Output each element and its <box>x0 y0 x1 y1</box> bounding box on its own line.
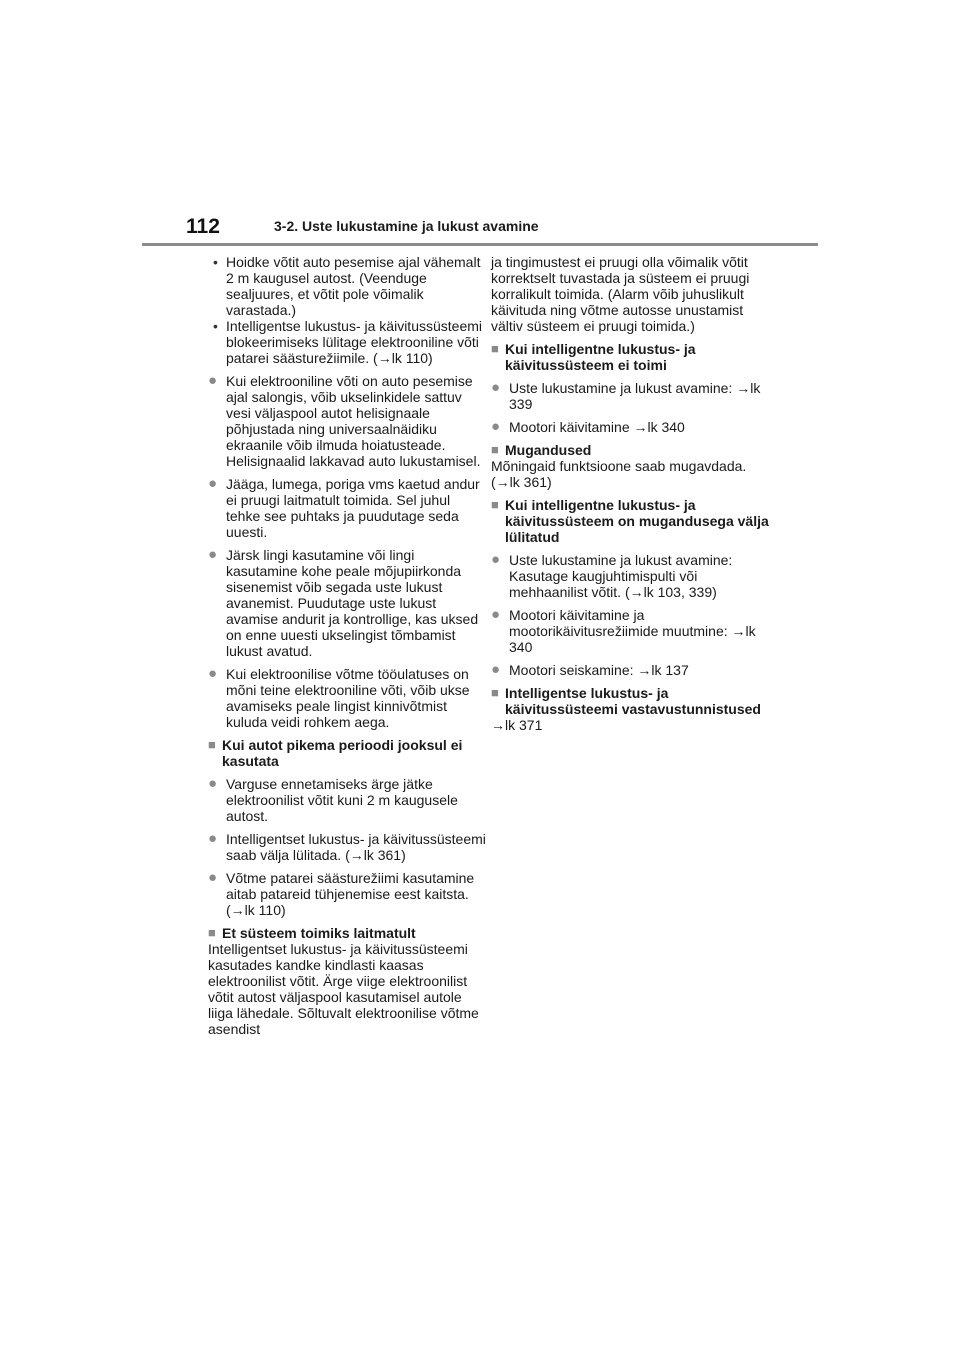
circle-bullet-icon: ● <box>208 475 218 492</box>
circle-bullet-icon: ● <box>208 869 218 886</box>
section-title: 3-2. Uste lukustamine ja lukust avamine <box>274 218 539 234</box>
left-column <box>208 254 488 1044</box>
circle-bullet-icon: ● <box>491 418 501 435</box>
item-text: Intelligentse lukustus- ja käivitussüsteemi vastavustunnistused <box>505 685 761 717</box>
item-text: Kui elektrooniline võti on auto pesemise ajal salongis, võib ukselinkidele sattuv vesi väljaspool autot helisignaale põhjustada ning universaalnäidiku ekraanile võib ilmuda hoiatusteade. Helisignaalid lakkavad auto lukustamisel. <box>226 373 481 469</box>
item-text: Uste lukustamine ja lukust avamine: →lk 339 <box>509 380 761 412</box>
bullet-item <box>491 552 771 600</box>
page-number: 112 <box>186 215 220 238</box>
square-bullet-icon: ■ <box>491 442 499 457</box>
item-text: ja tingimustest ei pruugi olla võimalik võtit korrektselt tuvastada ja süsteem ei pruugi korralikult toimida. (Alarm võib juhuslikult käivituda ning võtme autosse unustamist vältiv süsteem ei pruugi toimida.) <box>491 254 750 334</box>
sub-bullet-item <box>208 254 488 318</box>
bullet-item <box>491 607 771 655</box>
bullet-item <box>208 776 488 824</box>
bullet-item <box>208 666 488 730</box>
item-text: Kui autot pikema perioodi jooksul ei kasutata <box>222 737 463 769</box>
bullet-item <box>208 476 488 540</box>
bullet-item <box>491 380 771 412</box>
circle-bullet-icon: ● <box>491 551 501 568</box>
item-text: Võtme patarei säästurežiimi kasutamine aitab patareid tühjenemise eest kaitsta. (→lk 110) <box>226 870 475 918</box>
circle-bullet-icon: ● <box>208 775 218 792</box>
section-heading <box>208 925 488 941</box>
square-bullet-icon: ■ <box>491 685 499 700</box>
square-bullet-icon: ■ <box>491 341 499 356</box>
square-bullet-icon: ■ <box>491 497 499 512</box>
circle-bullet-icon: ● <box>208 546 218 563</box>
circle-bullet-icon: ● <box>208 372 218 389</box>
item-text: Mootori käivitamine ja mootorikäivitusrežiimide muutmine: →lk 340 <box>509 607 756 655</box>
paragraph <box>491 717 771 733</box>
bullet-item <box>208 373 488 469</box>
item-text: Varguse ennetamiseks ärge jätke elektroonilist võtit kuni 2 m kaugusele autost. <box>226 776 458 824</box>
sub-bullet-item <box>208 318 488 366</box>
bullet-item <box>491 419 771 435</box>
square-bullet-icon: ■ <box>208 737 216 752</box>
circle-bullet-icon: ● <box>491 661 501 678</box>
item-text: Et süsteem toimiks laitmatult <box>222 925 416 941</box>
item-text: Intelligentse lukustus- ja käivitussüsteemi blokeerimiseks lülitage elektrooniline võti patarei säästurežiimile. (→lk 110) <box>226 318 483 366</box>
item-text: Intelligentset lukustus- ja käivitussüsteemi kasutades kandke kindlasti kaasas elektroonilist võtit. Ärge viige elektroonilist võtit autost väljaspool kasutamisel autole liiga lähedale. Sõltuvalt elektroonilise võtme asendist <box>208 941 479 1037</box>
bullet-item <box>208 870 488 918</box>
paragraph <box>208 941 488 1037</box>
right-column <box>491 254 771 740</box>
header-divider <box>142 243 818 246</box>
item-text: Järsk lingi kasutamine või lingi kasutamine kohe peale mõjupiirkonda sisenemist võib segada uste lukust avanemist. Puudutage uste lukust avamise andurit ja kontrollige, kas uksed on enne uuesti ukselingist tõmbamist lukust avatud. <box>226 547 479 659</box>
section-heading <box>208 737 488 769</box>
section-heading <box>491 442 771 458</box>
bullet-item <box>208 831 488 863</box>
item-text: Mugandused <box>505 442 592 458</box>
item-text: Intelligentset lukustus- ja käivitussüsteemi saab välja lülitada. (→lk 361) <box>226 831 486 863</box>
section-heading <box>491 685 771 717</box>
circle-bullet-icon: ● <box>491 606 501 623</box>
item-text: Jääga, lumega, poriga vms kaetud andur ei pruugi laitmatult toimida. Sel juhul tehke see puhtaks ja puudutage seda uuesti. <box>226 476 480 540</box>
small-dot-icon: • <box>213 254 218 270</box>
circle-bullet-icon: ● <box>208 830 218 847</box>
section-heading <box>491 497 771 545</box>
item-text: Mõningaid funktsioone saab mugavdada. (→lk 361) <box>491 458 747 490</box>
item-text: Mootori seiskamine: →lk 137 <box>509 662 689 678</box>
paragraph <box>491 458 771 490</box>
bullet-item <box>208 547 488 659</box>
bullet-item <box>491 662 771 678</box>
item-text: Mootori käivitamine →lk 340 <box>509 419 685 435</box>
item-text: Kui intelligentne lukustus- ja käivitussüsteem on mugandusega välja lülitatud <box>505 497 769 545</box>
item-text: Kui elektroonilise võtme tööulatuses on mõni teine elektrooniline võti, võib ukse avamiseks peale lingist kinnivõtmist kuluda veidi rohkem aega. <box>226 666 470 730</box>
paragraph <box>491 254 771 334</box>
item-text: Kui intelligentne lukustus- ja käivitussüsteem ei toimi <box>505 341 696 373</box>
circle-bullet-icon: ● <box>491 379 501 396</box>
item-text: Hoidke võtit auto pesemise ajal vähemalt 2 m kaugusel autost. (Veenduge sealjuures, et võtit pole võimalik varastada.) <box>226 254 481 318</box>
square-bullet-icon: ■ <box>208 925 216 940</box>
small-dot-icon: • <box>213 318 218 334</box>
circle-bullet-icon: ● <box>208 665 218 682</box>
item-text: →lk 371 <box>491 717 543 733</box>
item-text: Uste lukustamine ja lukust avamine: Kasutage kaugjuhtimispulti või mehhaanilist võtit. (→lk 103, 339) <box>509 552 733 600</box>
section-heading <box>491 341 771 373</box>
